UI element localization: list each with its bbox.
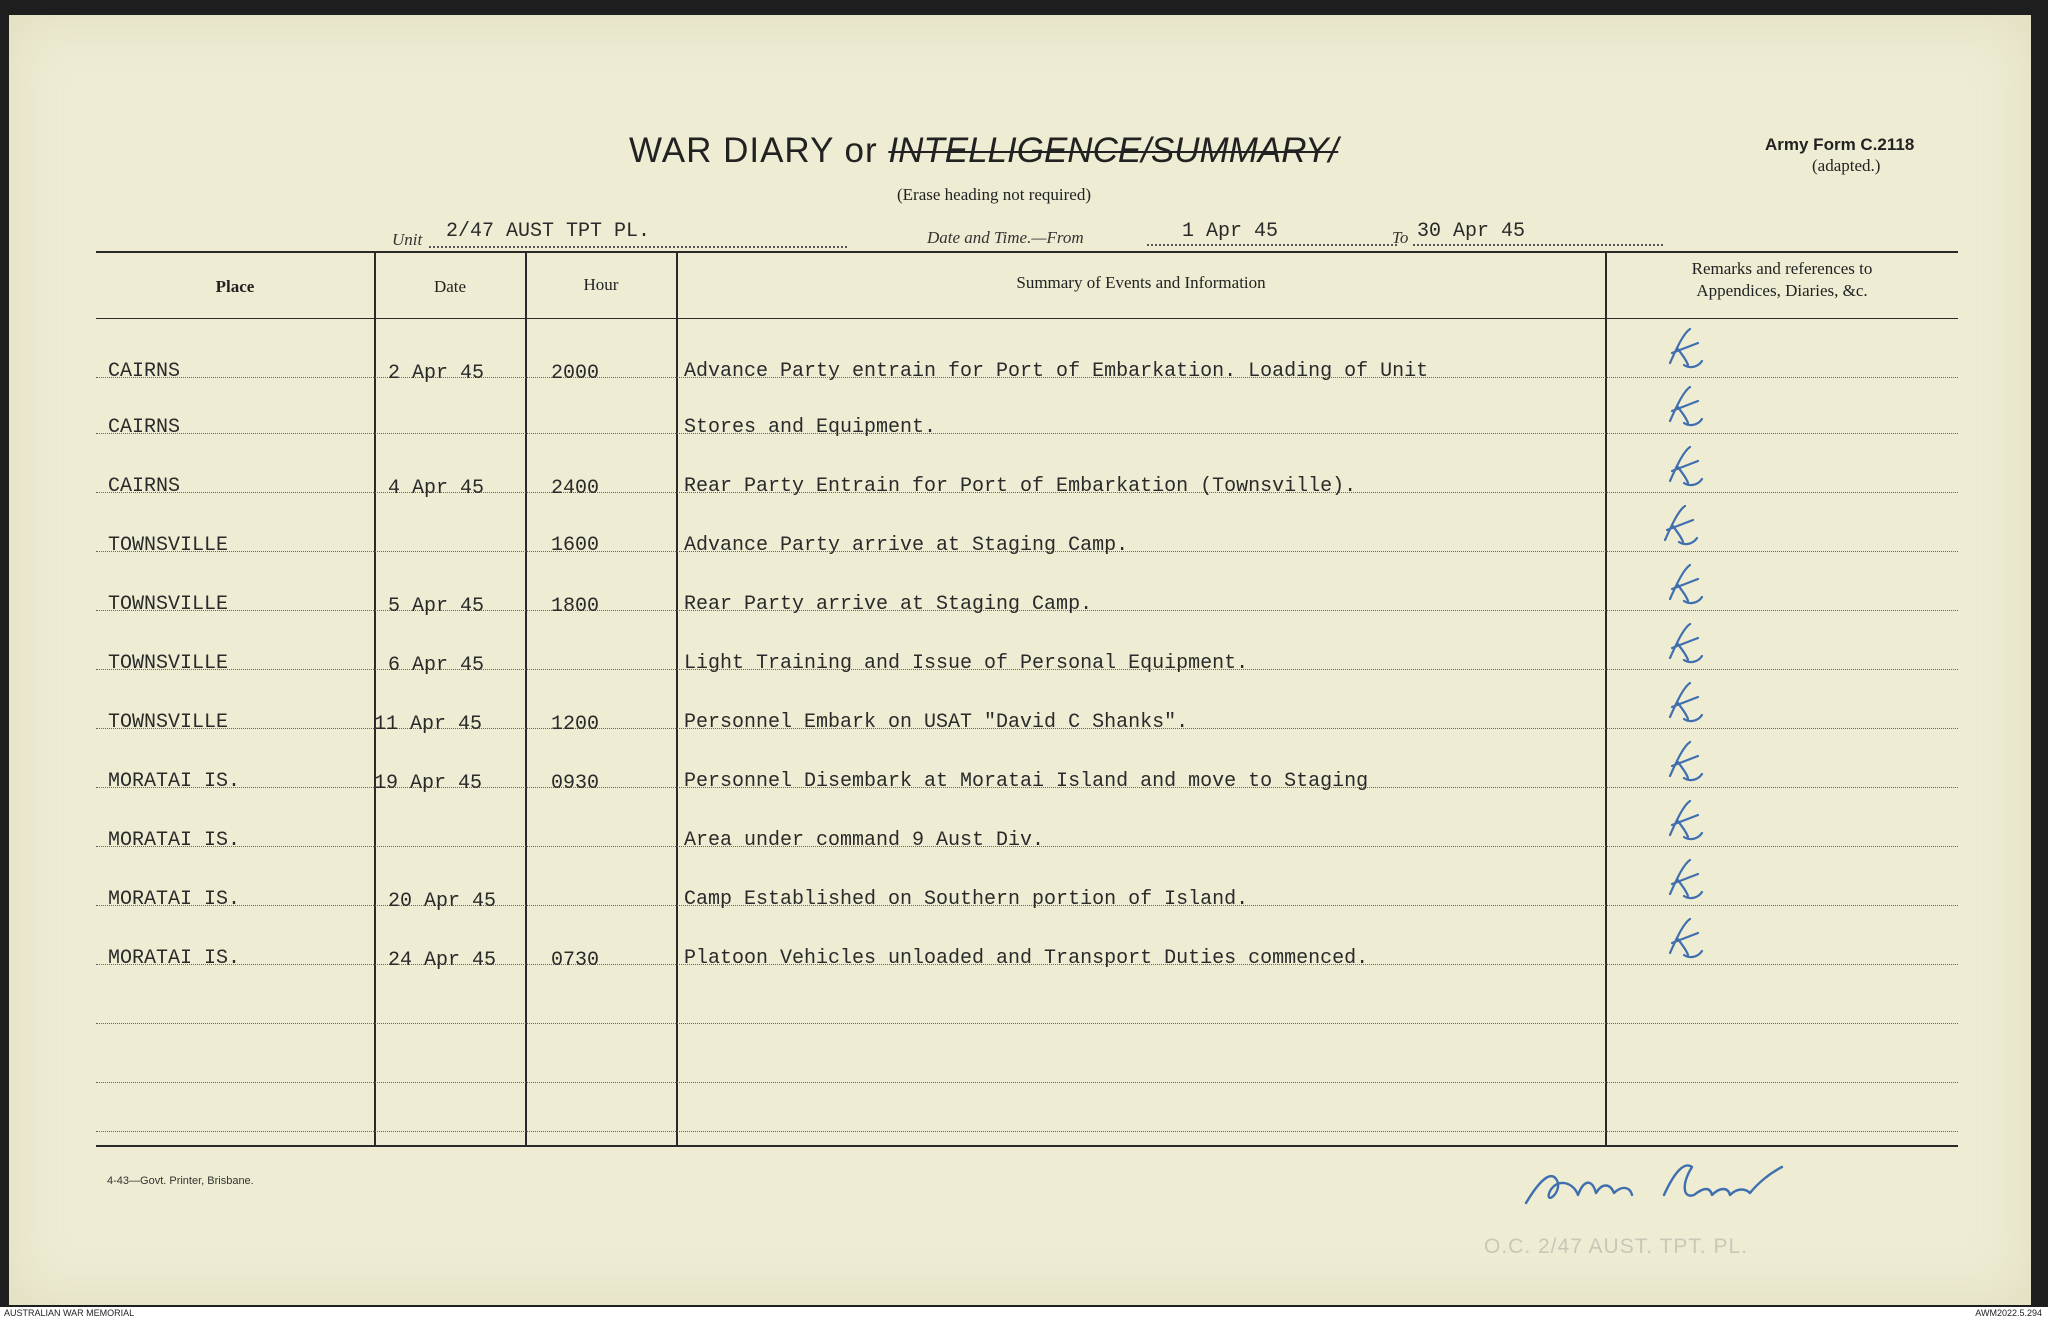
cell-place: TOWNSVILLE <box>108 652 229 675</box>
cell-summary: Light Training and Issue of Personal Equipment. <box>684 652 1249 675</box>
cell-summary: Camp Established on Southern portion of Island. <box>684 888 1249 911</box>
form-adapted: (adapted.) <box>1812 156 1881 175</box>
unit-value: 2/47 AUST TPT PL. <box>446 220 651 243</box>
row-rule <box>96 1082 1958 1083</box>
initials-mark <box>1664 620 1706 670</box>
cell-summary: Stores and Equipment. <box>684 416 937 439</box>
initials-mark <box>1664 325 1706 375</box>
cell-hour: 1200 <box>551 713 600 736</box>
cell-place: CAIRNS <box>108 360 181 383</box>
cell-date: 24 Apr 45 <box>388 949 497 972</box>
from-dotline <box>1147 244 1397 246</box>
form-number: Army Form C.2118 <box>1765 135 1915 154</box>
unit-dotline <box>429 246 847 248</box>
header-remarks-2: Appendices, Diaries, &c. <box>1696 281 1868 300</box>
cell-summary: Personnel Embark on USAT "David C Shanks". <box>684 711 1189 734</box>
header-date: Date <box>433 277 467 296</box>
printer-credit: 4-43—Govt. Printer, Brisbane. <box>107 1175 254 1187</box>
archive-strip <box>0 1307 2048 1321</box>
cell-place: TOWNSVILLE <box>108 711 229 734</box>
to-dotline <box>1413 244 1663 246</box>
row-rule <box>96 1131 1958 1132</box>
col-divider-hour <box>676 253 678 1145</box>
cell-date: 6 Apr 45 <box>388 654 485 677</box>
initials-mark <box>1664 797 1706 847</box>
header-summary: Summary of Events and Information <box>1016 273 1266 292</box>
initials-mark <box>1664 443 1706 493</box>
cell-summary: Advance Party arrive at Staging Camp. <box>684 534 1129 557</box>
cell-place: CAIRNS <box>108 475 181 498</box>
initials-mark <box>1659 502 1701 552</box>
cell-date: 19 Apr 45 <box>374 772 483 795</box>
cell-summary: Advance Party entrain for Port of Embarkation. Loading of Unit <box>684 360 1429 383</box>
title-main: WAR DIARY or <box>629 131 889 170</box>
erase-note: (Erase heading not required) <box>897 185 1091 204</box>
cell-place: MORATAI IS. <box>108 770 241 793</box>
col-divider-date <box>525 253 527 1145</box>
cell-hour: 2400 <box>551 477 600 500</box>
cell-hour: 0730 <box>551 949 600 972</box>
cell-date: 2 Apr 45 <box>388 362 485 385</box>
cell-place: MORATAI IS. <box>108 888 241 911</box>
cell-place: MORATAI IS. <box>108 947 241 970</box>
cell-summary: Rear Party arrive at Staging Camp. <box>684 593 1093 616</box>
diary-page <box>9 15 2031 1305</box>
cell-hour: 0930 <box>551 772 600 795</box>
unit-label: Unit <box>392 230 423 249</box>
cell-date: 4 Apr 45 <box>388 477 485 500</box>
cell-place: MORATAI IS. <box>108 829 241 852</box>
header-place: Place <box>215 277 255 296</box>
col-divider-place <box>374 253 376 1145</box>
header-remarks-1: Remarks and references to <box>1691 259 1873 278</box>
initials-mark <box>1664 679 1706 729</box>
cell-place: CAIRNS <box>108 416 181 439</box>
to-label: To <box>1392 228 1409 247</box>
initials-mark <box>1664 383 1706 433</box>
row-rule <box>96 1023 1958 1024</box>
title-struck: INTELLIGENCE/SUMMARY/ <box>888 131 1339 170</box>
initials-mark <box>1664 561 1706 611</box>
cell-hour: 1600 <box>551 534 600 557</box>
cell-date: 5 Apr 45 <box>388 595 485 618</box>
row-rule <box>96 433 1958 434</box>
header-hour: Hour <box>583 275 619 294</box>
to-value: 30 Apr 45 <box>1417 220 1526 243</box>
signature <box>1514 1143 1794 1223</box>
cell-summary: Rear Party Entrain for Port of Embarkation (Townsville). <box>684 475 1357 498</box>
unit-stamp: O.C. 2/47 AUST. TPT. PL. <box>1484 1235 1749 1258</box>
initials-mark <box>1664 915 1706 965</box>
cell-place: TOWNSVILLE <box>108 593 229 616</box>
cell-summary: Platoon Vehicles unloaded and Transport Duties commenced. <box>684 947 1369 970</box>
col-divider-summary <box>1605 253 1607 1145</box>
archive-left: AUSTRALIAN WAR MEMORIAL <box>4 1308 135 1318</box>
archive-right: AWM2022.5.294 <box>1975 1308 2042 1318</box>
from-value: 1 Apr 45 <box>1182 220 1279 243</box>
cell-date: 11 Apr 45 <box>374 713 483 736</box>
page-title <box>629 131 1338 171</box>
date-label: Date and Time.—From <box>927 228 1084 247</box>
cell-summary: Personnel Disembark at Moratai Island and move to Staging <box>684 770 1369 793</box>
cell-summary: Area under command 9 Aust Div. <box>684 829 1045 852</box>
initials-mark <box>1664 856 1706 906</box>
initials-mark <box>1664 738 1706 788</box>
cell-hour: 1800 <box>551 595 600 618</box>
cell-date: 20 Apr 45 <box>388 890 497 913</box>
cell-place: TOWNSVILLE <box>108 534 229 557</box>
cell-hour: 2000 <box>551 362 600 385</box>
